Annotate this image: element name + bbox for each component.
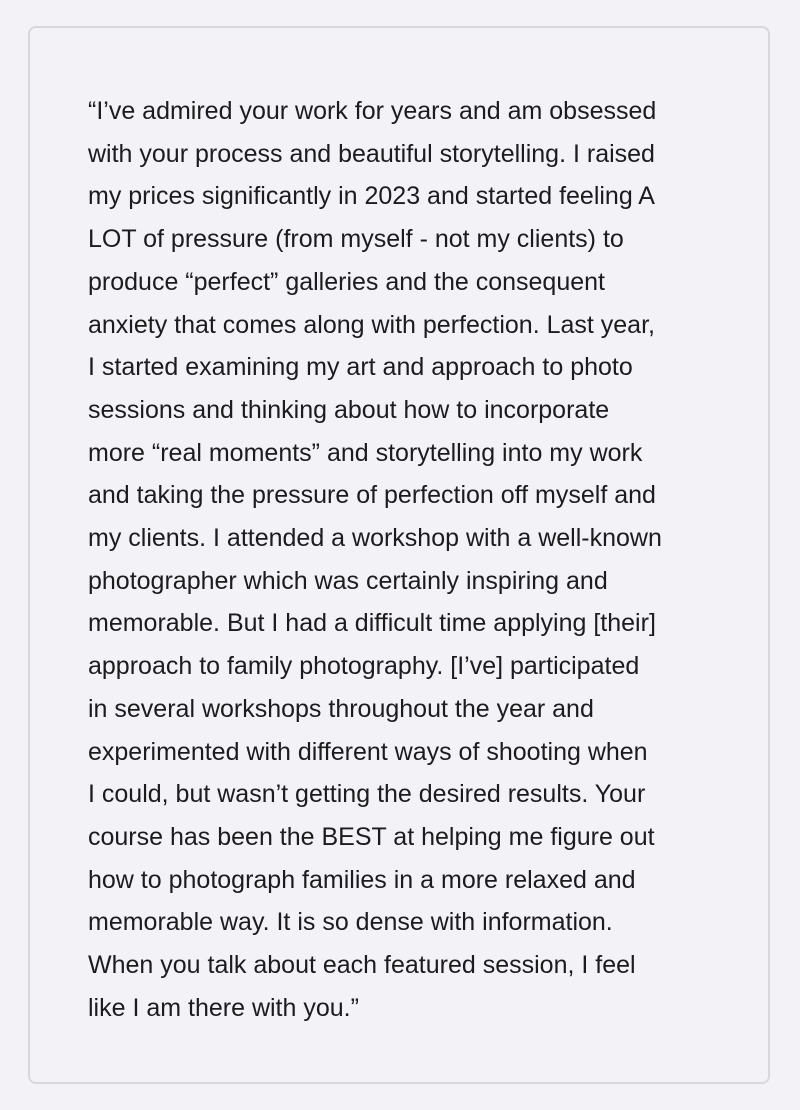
quote-line: my prices significantly in 2023 and started feeling A bbox=[88, 182, 655, 211]
quote-line: memorable way. It is so dense with information. bbox=[88, 908, 613, 937]
quote-line: my clients. I attended a workshop with a well-known bbox=[88, 524, 662, 553]
quote-line: produce “perfect” galleries and the consequent bbox=[88, 267, 605, 296]
quote-line: approach to family photography. [I’ve] participated bbox=[88, 652, 640, 681]
quote-line: I started examining my art and approach to photo bbox=[88, 353, 633, 382]
quote-line: memorable. But I had a difficult time applying [their] bbox=[88, 609, 656, 638]
quote-line: photographer which was certainly inspiring and bbox=[88, 566, 608, 595]
quote-line: and taking the pressure of perfection off myself and bbox=[88, 481, 656, 510]
testimonial-card bbox=[28, 26, 770, 1084]
quote-line: more “real moments” and storytelling into my work bbox=[88, 438, 643, 467]
quote-line: sessions and thinking about how to incorporate bbox=[88, 395, 610, 424]
quote-line: I could, but wasn’t getting the desired results. Your bbox=[88, 780, 646, 809]
quote-line: how to photograph families in a more relaxed and bbox=[88, 865, 636, 894]
quote-line: with your process and beautiful storytelling. I raised bbox=[88, 139, 655, 168]
quote-line: When you talk about each featured session, I feel bbox=[88, 951, 636, 980]
quote-line: in several workshops throughout the year and bbox=[88, 694, 594, 723]
quote-line: course has been the BEST at helping me figure out bbox=[88, 822, 655, 851]
quote-line: “I’ve admired your work for years and am obsessed bbox=[88, 97, 657, 125]
testimonial-quote bbox=[88, 90, 728, 1029]
quote-line: LOT of pressure (from myself - not my clients) to bbox=[88, 225, 624, 254]
quote-line: anxiety that comes along with perfection. Last year, bbox=[88, 310, 655, 339]
quote-line: experimented with different ways of shooting when bbox=[88, 737, 648, 766]
quote-line: like I am there with you.” bbox=[88, 993, 359, 1022]
